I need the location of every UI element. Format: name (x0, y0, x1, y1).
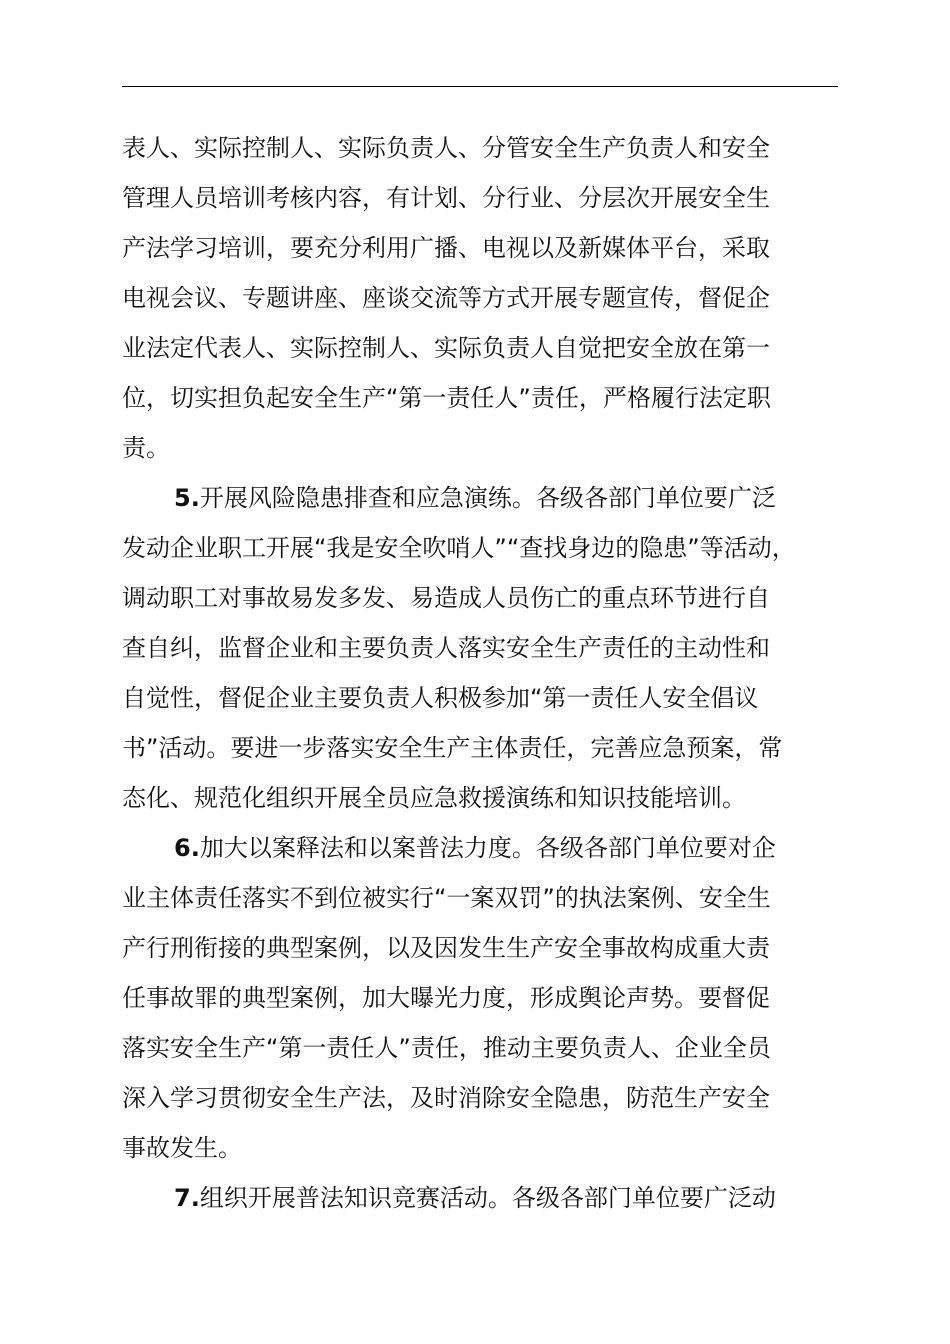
text-line: 书”活动。要进一步落实安全生产主体责任，完善应急预案，常 (122, 734, 783, 762)
text-line: 业主体责任落实不到位被实行“一案双罚”的执法案例、安全生 (122, 884, 771, 912)
text-line: 电视会议、专题讲座、座谈交流等方式开展专题宣传，督促企 (122, 284, 770, 312)
paragraph-7-first-line (174, 1183, 894, 1213)
header-rule (122, 86, 838, 87)
paragraph-5-first-line (174, 483, 894, 513)
text-line: 位，切实担负起安全生产“第一责任人”责任，严格履行法定职 (122, 384, 771, 412)
text-line: 业法定代表人、实际控制人、实际负责人自觉把安全放在第一 (122, 334, 770, 362)
text-line: 产行刑衔接的典型案例，以及因发生生产安全事故构成重大责 (122, 934, 770, 962)
item-number: 7. (174, 1184, 200, 1212)
text-line: 产法学习培训，要充分利用广播、电视以及新媒体平台，采取 (122, 234, 770, 262)
paragraph-6-first-line (174, 833, 894, 863)
text-line: 事故发生。 (122, 1134, 242, 1162)
text-line: 落实安全生产“第一责任人”责任，推动主要负责人、企业全员 (122, 1034, 771, 1062)
item-number: 6. (174, 834, 200, 862)
text-line: 责。 (122, 434, 170, 462)
text-line: 调动职工对事故易发多发、易造成人员伤亡的重点环节进行自 (122, 584, 770, 612)
text-span: 组织开展普法知识竞赛活动。各级各部门单位要广泛动 (199, 1184, 776, 1212)
item-number: 5. (174, 484, 200, 512)
text-line: 任事故罪的典型案例，加大曝光力度，形成舆论声势。要督促 (122, 984, 770, 1012)
text-line: 查自纠，监督企业和主要负责人落实安全生产责任的主动性和 (122, 634, 770, 662)
text-span: 加大以案释法和以案普法力度。各级各部门单位要对企 (199, 834, 776, 862)
text-line: 自觉性，督促企业主要负责人积极参加“第一责任人安全倡议 (122, 684, 759, 712)
text-line: 发动企业职工开展“我是安全吹哨人”“查找身边的隐患”等活动， (122, 534, 796, 562)
text-line: 态化、规范化组织开展全员应急救援演练和知识技能培训。 (122, 784, 746, 812)
text-line: 表人、实际控制人、实际负责人、分管安全生产负责人和安全 (122, 134, 770, 162)
text-line: 深入学习贯彻安全生产法，及时消除安全隐患，防范生产安全 (122, 1084, 770, 1112)
text-span: 开展风险隐患排查和应急演练。各级各部门单位要广泛 (199, 484, 776, 512)
text-line: 管理人员培训考核内容，有计划、分行业、分层次开展安全生 (122, 184, 770, 212)
